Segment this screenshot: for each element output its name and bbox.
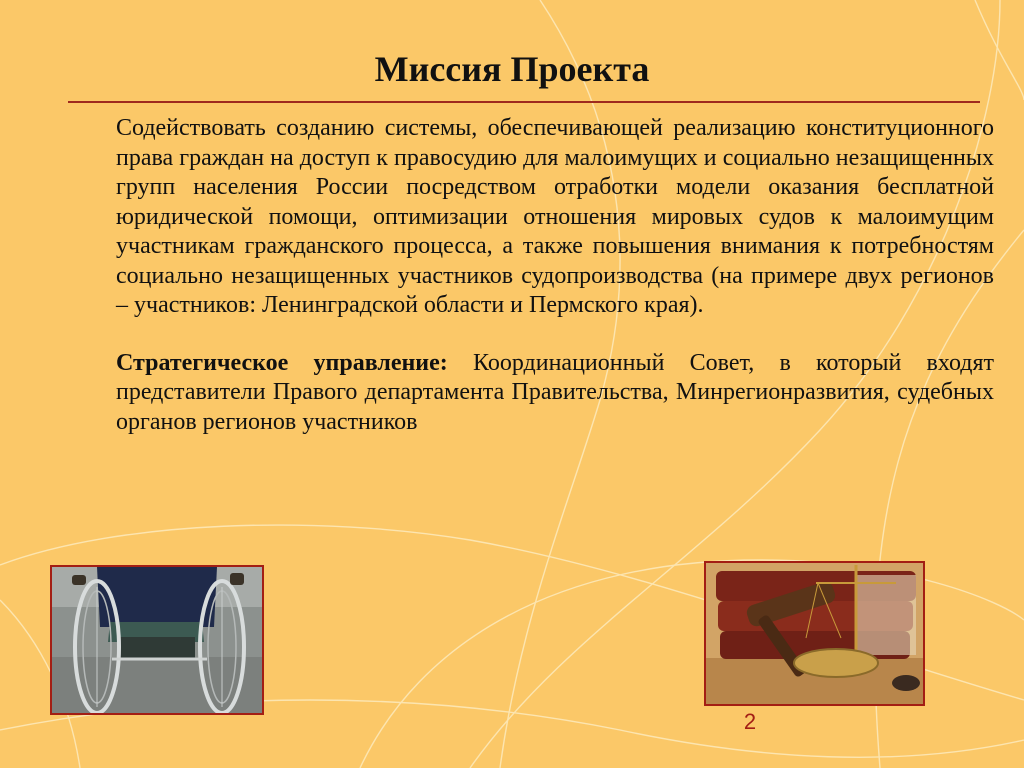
page-number: 2	[743, 709, 757, 734]
wheelchair-photo	[50, 565, 264, 715]
title-divider	[68, 101, 980, 103]
slide-title: Миссия Проекта	[374, 49, 650, 89]
strategic-label: Стратегическое управление:	[116, 349, 448, 376]
strategic-paragraph	[116, 349, 994, 438]
mission-paragraph: Содействовать созданию системы, обеспечивающей реализацию конституционного права граждан на доступ к правосудию для малоимущих и социально незащищенных групп населения России посредством отработки модели оказания бесплатной юридической помощи, оптимизации отношения мировых судов к малоимущим участникам гражданского процесса, а также повышения внимания к потребностям социально незащищенных участников судопроизводства (на примере двух регионов – участников: Ленинградской области и Пермского края).	[116, 115, 994, 318]
slide-body	[116, 114, 994, 437]
strategic-text: Координационный Совет, в который входят представители Правого департамента Правительства, Минрегионразвития, судебных органов регионов участников	[116, 349, 994, 435]
gavel-and-scales-photo	[704, 561, 925, 706]
